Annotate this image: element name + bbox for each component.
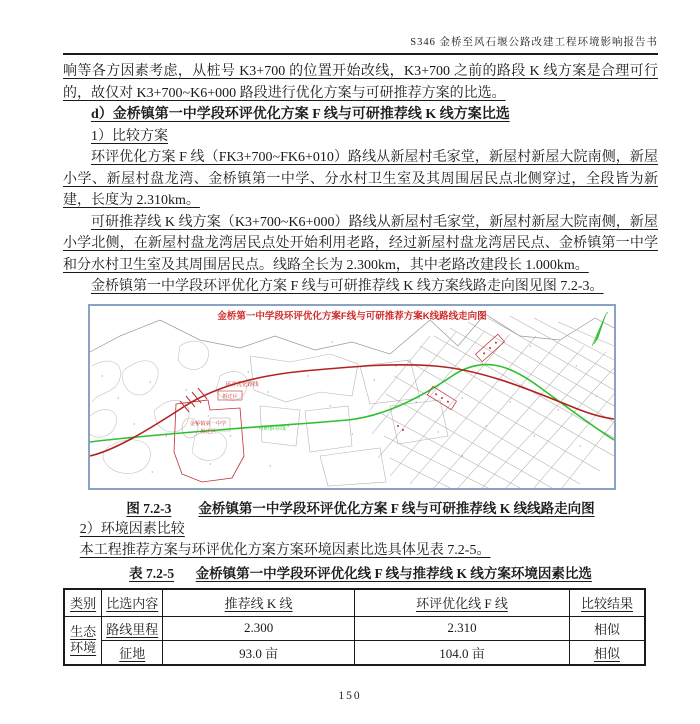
cell-result-mileage: 相似 bbox=[569, 616, 645, 640]
report-title: S346 金桥至风石堰公路改建工程环境影响报告书 bbox=[410, 37, 658, 48]
cell-f-land: 104.0 亩 bbox=[354, 640, 569, 665]
red-mark bbox=[397, 425, 399, 427]
school-demolition-label: 拆迁区 bbox=[200, 428, 216, 435]
cell-category: 生态环境 bbox=[64, 616, 102, 665]
figure-caption-text: 金桥镇第一中学段环评优化方案 F 线与可研推荐线 K 线线路走向图 bbox=[198, 500, 595, 516]
table-title bbox=[63, 564, 658, 584]
table-row bbox=[64, 616, 645, 640]
f-line-label: 环评优化路线 bbox=[225, 381, 259, 388]
heading-2: 2）环境因素比较 bbox=[79, 521, 185, 537]
paragraph-figure-ref: 金桥镇第一中学段环评优化方案 F 线与可研推荐线 K 线方案线路走向图见图 7.2-3。 bbox=[91, 279, 604, 294]
demolition-label: 拆迁区 bbox=[222, 393, 238, 400]
header-k-line: 推荐线 K 线 bbox=[163, 589, 355, 617]
map-background bbox=[90, 306, 614, 488]
cell-result-land: 相似 bbox=[569, 640, 645, 665]
route-map-figure bbox=[88, 304, 616, 490]
body-text bbox=[63, 61, 658, 298]
table-title-text: 金桥镇第一中学段环评优化线 F 线与推荐线 K 线方案环境因素比选 bbox=[195, 565, 592, 581]
map-title: 金桥第一中学段环评优化方案F线与可研推荐方案K线路线走向图 bbox=[217, 310, 487, 322]
header-item: 比选内容 bbox=[102, 589, 163, 617]
table-number: 表 7.2-5 bbox=[129, 565, 175, 581]
figure-caption bbox=[63, 497, 658, 517]
page-number: 150 bbox=[338, 690, 362, 702]
cell-f-mileage: 2.310 bbox=[354, 616, 569, 640]
paragraph-f-line: 环评优化方案 F 线（FK3+700~FK6+010）路线从新屋村毛家堂，新屋村新屋大院南侧，新屋小学、新屋村盘龙湾、金桥镇第一中学、分水村卫生室及其周围居民点北侧穿过，全段皆为新建，长度为 2.310km。 bbox=[63, 150, 658, 208]
paragraph-k-line: 可研推荐线 K 线方案（K3+700~K6+000）路线从新屋村毛家堂，新屋村新屋大院南侧，新屋小学北侧，在新屋村盘龙湾居民点处开始利用老路，经过新屋村盘龙湾居民点、金桥镇第一中学和分水村卫生室及其周围居民点。线路全长为 2.300km，其中老路改建段长 1.000km。 bbox=[63, 214, 658, 273]
heading-1: 1）比较方案 bbox=[91, 128, 168, 144]
comparison-table bbox=[63, 588, 646, 666]
table-row bbox=[64, 640, 645, 665]
page-header bbox=[63, 34, 658, 55]
school-label: 金桥镇第一中学 bbox=[189, 420, 227, 427]
red-mark bbox=[402, 429, 404, 431]
cell-k-land: 93.0 亩 bbox=[163, 640, 355, 665]
cell-item-mileage: 路线里程 bbox=[102, 616, 163, 640]
route-map bbox=[90, 306, 614, 488]
cell-k-mileage: 2.300 bbox=[163, 616, 355, 640]
table-header-row bbox=[64, 589, 645, 617]
heading-d: d）金桥镇第一中学段环评优化方案 F 线与可研推荐线 K 线方案比选 bbox=[91, 107, 510, 122]
cell-item-land: 征地 bbox=[102, 640, 163, 665]
header-category: 类别 bbox=[64, 589, 102, 617]
k-line-label: 可研推荐线 bbox=[258, 425, 286, 432]
paragraph-continued: 响等各方因素考虑，从桩号 K3+700 的位置开始改线，K3+700 之前的路段 K 线方案是合理可行的，故仅对 K3+700~K6+000 路段进行优化方案与可研推荐方案的比选。 bbox=[63, 64, 658, 101]
paragraph-table-ref: 本工程推荐方案与环评优化方案方案环境因素比选具体见表 7.2-5。 bbox=[79, 543, 491, 558]
body-text-2 bbox=[63, 519, 658, 562]
figure-number: 图 7.2-3 bbox=[126, 500, 172, 516]
header-f-line: 环评优化线 F 线 bbox=[354, 589, 569, 617]
header-result: 比较结果 bbox=[569, 589, 645, 617]
